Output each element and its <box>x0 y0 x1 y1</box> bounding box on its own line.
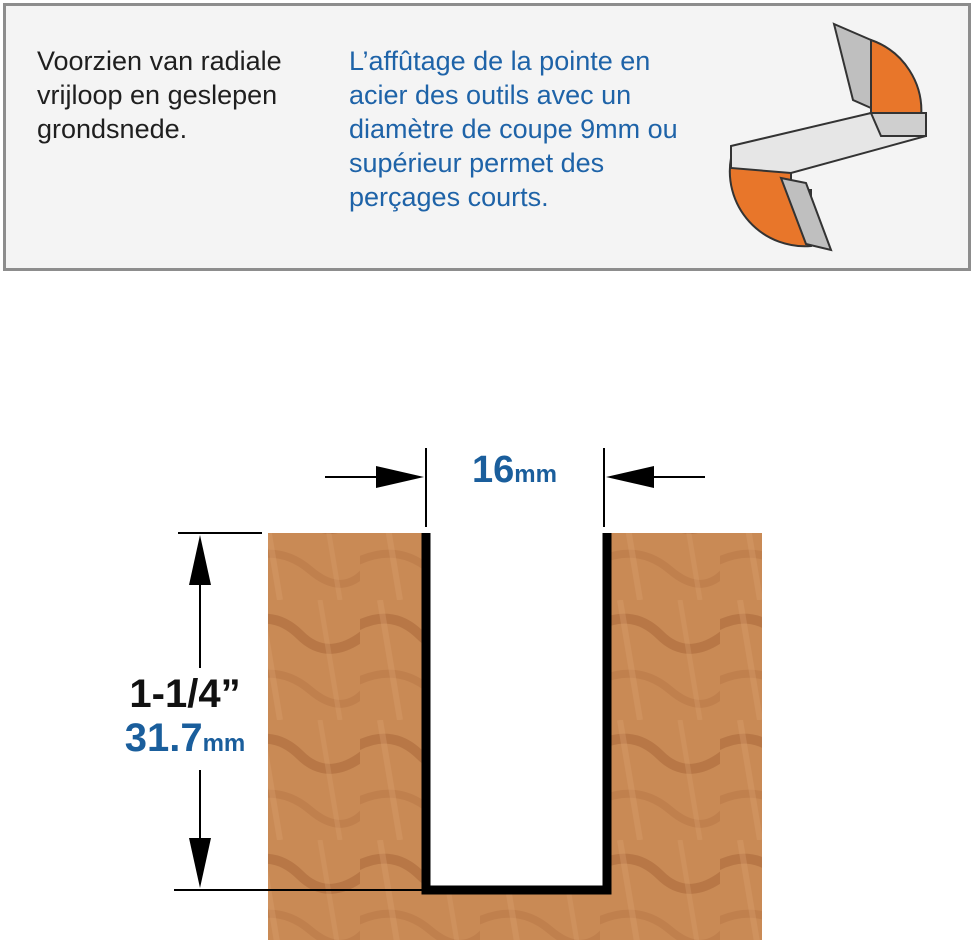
width-label <box>427 450 602 495</box>
depth-arrow-top <box>189 535 211 585</box>
wood-bottom <box>420 890 612 940</box>
wood-left <box>268 533 426 940</box>
depth-metric-unit: mm <box>202 730 246 757</box>
wood-right <box>607 533 762 940</box>
description-french: L’affûtage de la pointe en acier des outils avec un diamètre de coupe 9mm ou supérieur permet des perçages courts. <box>349 46 678 212</box>
width-value: 16 <box>472 449 515 491</box>
width-arrow-left <box>376 466 424 488</box>
description-dutch: Voorzien van radiale vrijloop en geslepen grondsnede. <box>37 46 282 144</box>
depth-metric <box>105 716 265 766</box>
depth-label <box>105 668 265 770</box>
depth-imperial: 1-1/4” <box>129 672 241 716</box>
width-unit: mm <box>514 461 557 488</box>
groove-outline <box>426 533 607 890</box>
depth-metric-value: 31.7 <box>124 716 203 760</box>
depth-arrow-bottom <box>189 838 211 888</box>
width-arrow-right <box>606 466 654 488</box>
